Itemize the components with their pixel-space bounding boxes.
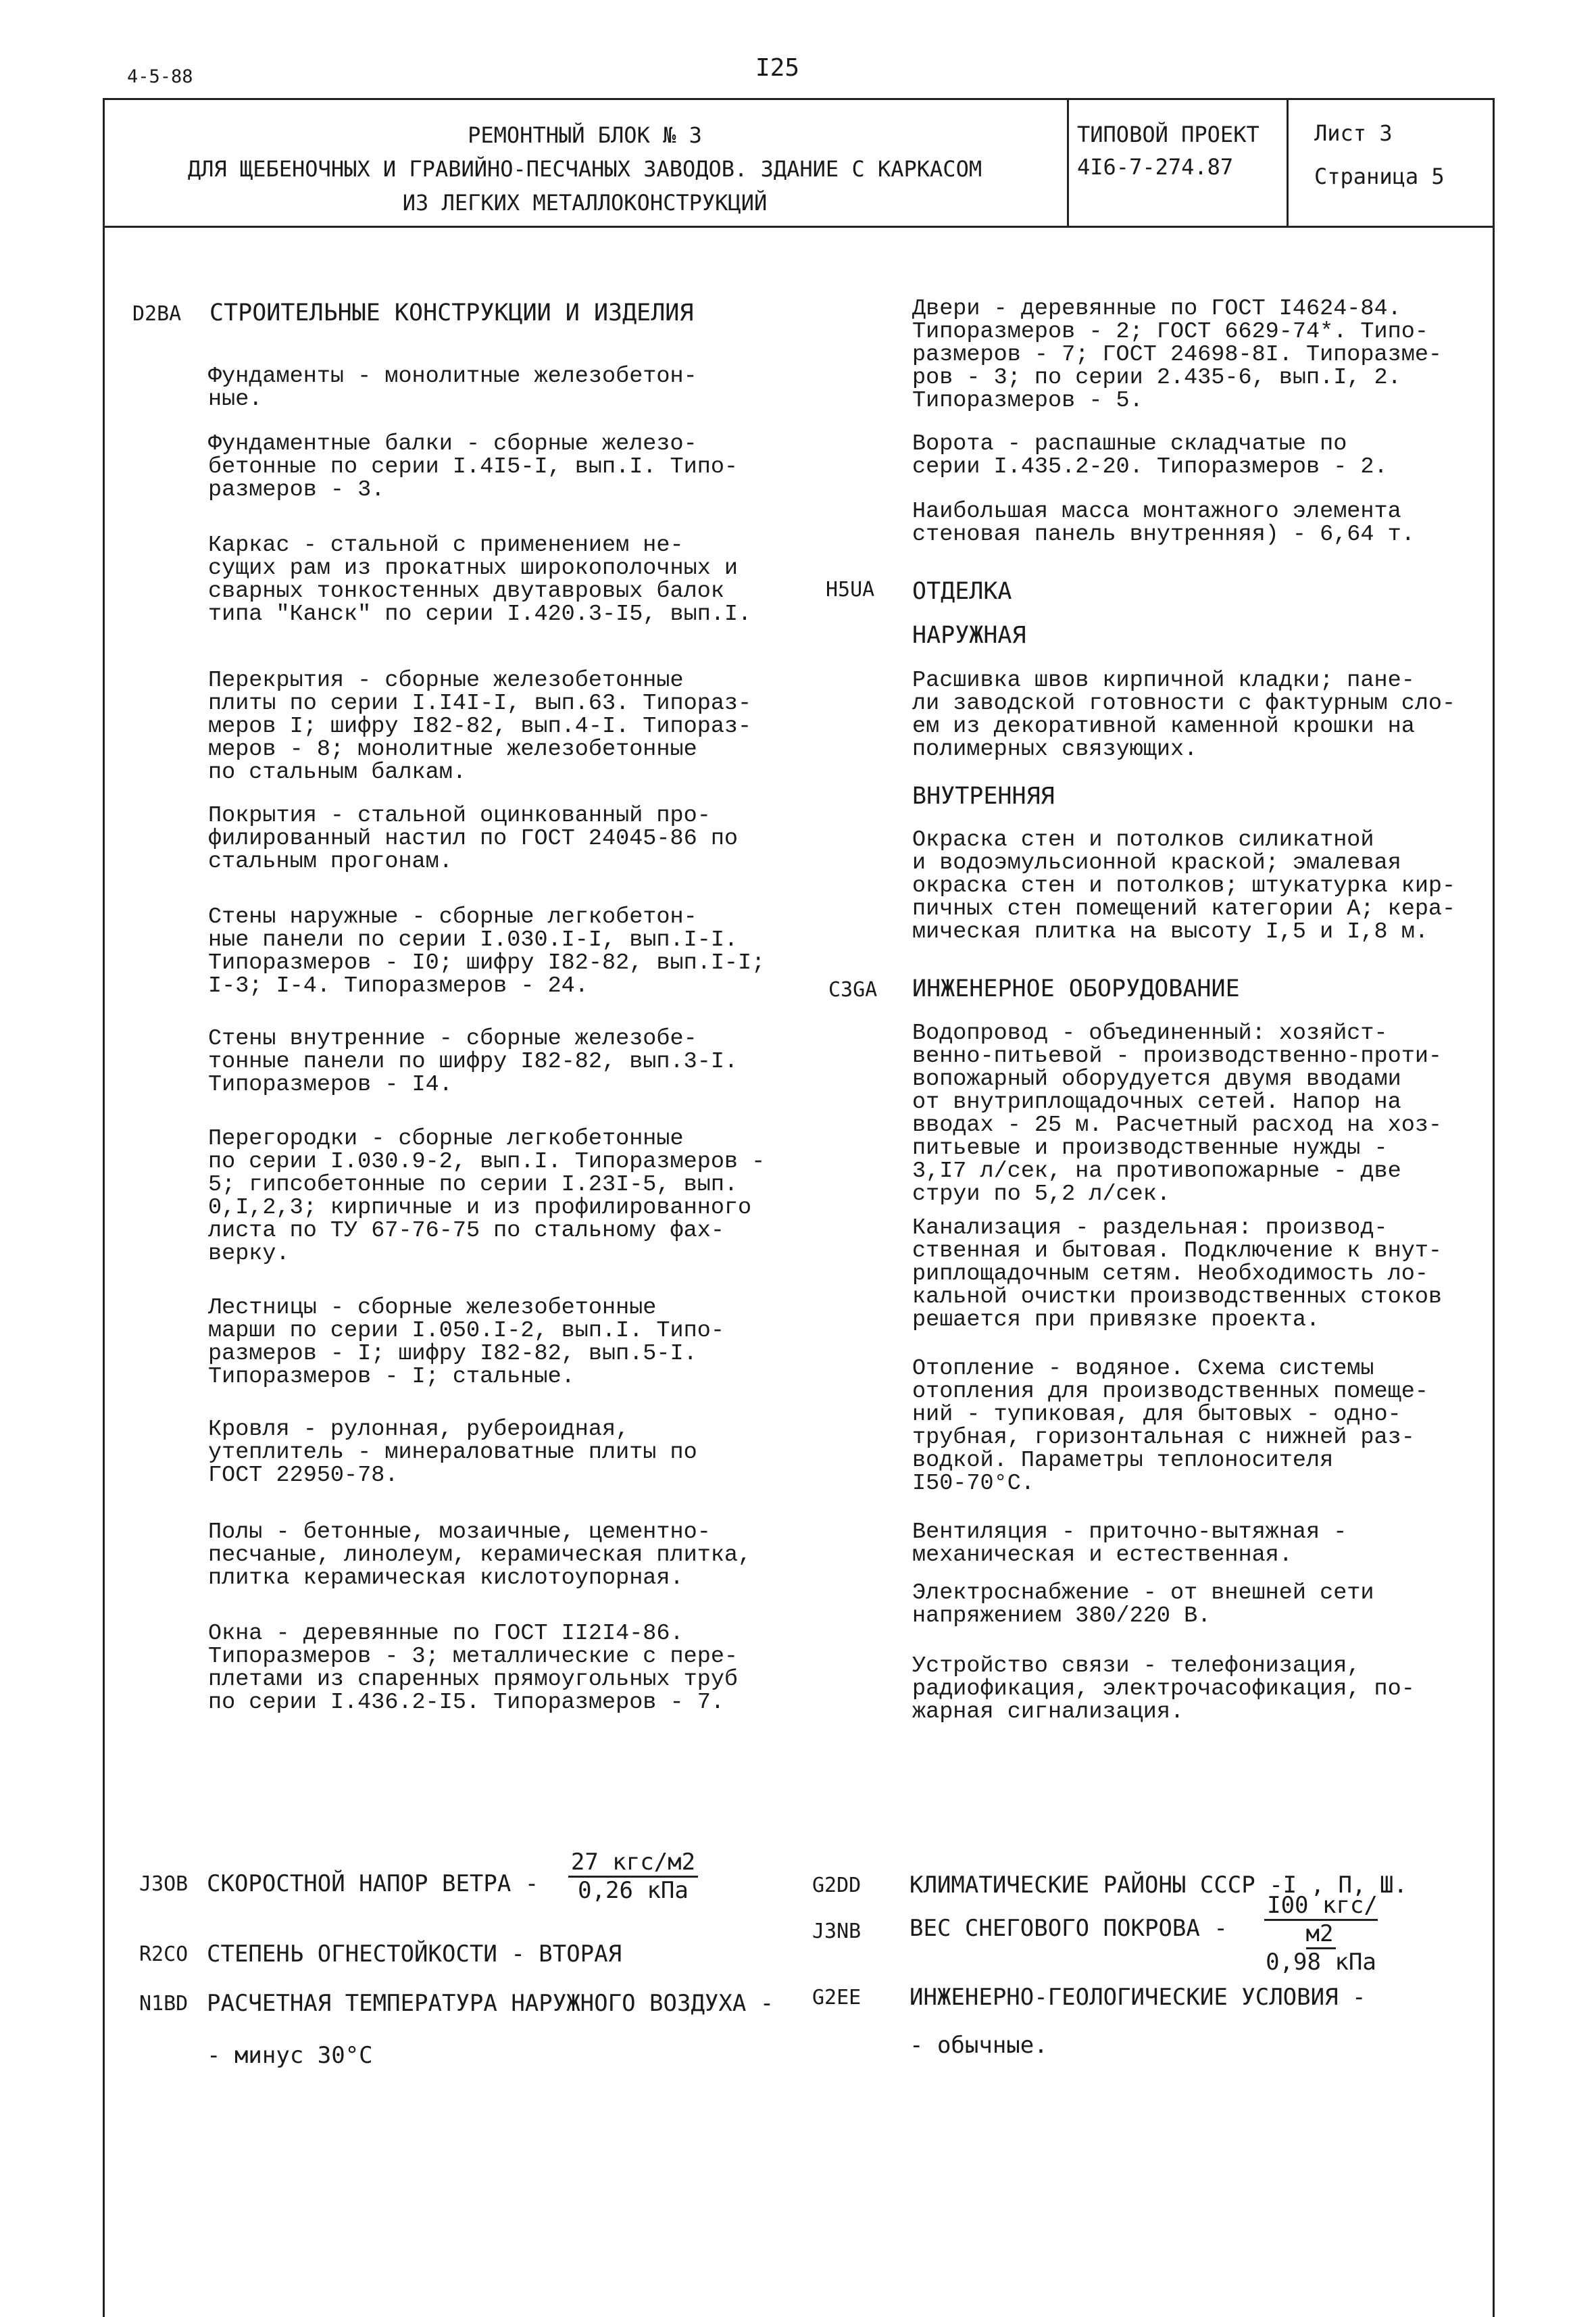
para-sewerage: Канализация - раздельная: производ- ственная и бытовая. Подключение к внут- риплощадочным сетям. Необходимость ло- кальной очистки производственных стоков решается при привязке проекта. xyxy=(912,1215,1443,1333)
outer-finish-text: Расшивка швов кирпичной кладки; пане- ли заводской готовности с фактурным сло- ем из декоративной каменной крошки на полимерных связующих. xyxy=(912,668,1456,762)
para-gates: Ворота - распашные складчатые по серии I.435.2-20. Типоразмеров - 2. xyxy=(912,431,1388,480)
wind-pressure-fraction xyxy=(562,1848,704,1905)
geology-label: ИНЖЕНЕРНО-ГЕОЛОГИЧЕСКИЕ УСЛОВИЯ - xyxy=(909,1984,1366,2011)
approval-stamp: 4-5-88 xyxy=(127,66,193,87)
para-partitions: Перегородки - сборные легкобетонные по серии I.030.9-2, вып.I. Типоразмеров - 5; гипсобетонные по серии I.23I-5, вып. 0,I,2,3; кирпичные и из профилированного листа по ТУ 67-76-75 по стальному фах- верку. xyxy=(208,1126,766,1267)
section-code: D2BA xyxy=(132,302,182,326)
design-temperature-label: РАСЧЕТНАЯ ТЕМПЕРАТУРА НАРУЖНОГО ВОЗДУХА - xyxy=(207,1990,774,2017)
inner-finish-text: Окраска стен и потолков силикатной и водоэмульсионной краской; эмалевая окраска стен и потолков; штукатурка кир- пичных стен помещений категории А; кера- мическая плитка на высоту I,5 и I,8 м. xyxy=(912,827,1456,945)
snow-load-fraction xyxy=(1250,1891,1392,1976)
page-label: Страница 5 xyxy=(1314,164,1445,189)
section-title: СТРОИТЕЛЬНЫЕ КОНСТРУКЦИИ И ИЗДЕЛИЯ xyxy=(209,299,694,326)
para-ventilation: Вентиляция - приточно-вытяжная - механическая и естественная. xyxy=(912,1519,1347,1568)
outer-finish-title: НАРУЖНАЯ xyxy=(912,622,1026,649)
project-label: ТИПОВОЙ ПРОЕКТ xyxy=(1077,122,1260,147)
para-heating: Отопление - водяное. Схема системы отопления для производственных помеще- ний - тупиковая, для бытовых - одно- трубная, горизонтальная с нижней раз- водкой. Параметры теплоносителя I50-70°С. xyxy=(912,1356,1428,1496)
geology-value: - обычные. xyxy=(909,2032,1048,2059)
para-water-supply: Водопровод - объединенный: хозяйст- венно-питьевой - производственно-проти- вопожарный оборудуется двумя вводами от внутриплощадочных сетей. Напор на вводах - 25 м. Расчетный расход на хоз- питьевые и производственные нужды - 3,I7 л/сек, на противопожарные - две струи по 5,2 л/сек. xyxy=(912,1021,1443,1207)
inner-finish-title: ВНУТРЕННЯЯ xyxy=(912,783,1055,810)
para-roofing-deck: Покрытия - стальной оцинкованный про- филированный настил по ГОСТ 24045-86 по стальным прогонам. xyxy=(208,803,739,875)
title-block-sheet xyxy=(1289,98,1493,228)
para-roof: Кровля - рулонная, рубероидная, утеплитель - минераловатные плиты по ГОСТ 22950-78. xyxy=(208,1417,697,1488)
engineering-title: ИНЖЕНЕРНОЕ ОБОРУДОВАНИЕ xyxy=(912,975,1240,1002)
snow-load-label: ВЕС СНЕГОВОГО ПОКРОВА - xyxy=(909,1915,1228,1942)
sheet-number: Лист 3 xyxy=(1314,120,1393,146)
temperature-code: N1BD xyxy=(139,1992,189,2016)
finish-code: H5UA xyxy=(826,578,875,602)
para-foundations: Фундаменты - монолитные железобетон- ные. xyxy=(208,364,697,412)
fire-code: R2CO xyxy=(139,1943,189,1966)
wind-pressure-kpa: 0,26 кПа xyxy=(578,1877,689,1904)
wind-code: J3OB xyxy=(139,1872,189,1896)
wind-label: СКОРОСТНОЙ НАПОР ВЕТРА - xyxy=(207,1870,539,1897)
para-max-mass: Наибольшая масса монтажного элемента стеновая панель внутренняя) - 6,64 т. xyxy=(912,499,1415,547)
para-power: Электроснабжение - от внешней сети напряжением 380/220 В. xyxy=(912,1580,1374,1629)
title-line-1: РЕМОНТНЫЙ БЛОК № 3 xyxy=(468,122,702,148)
snow-code: J3NB xyxy=(812,1920,862,1943)
geology-code: G2EE xyxy=(812,1986,862,2009)
para-floors-finish: Полы - бетонные, мозаичные, цементно- песчаные, линолеум, керамическая плитка, плитка керамическая кислотоупорная. xyxy=(208,1519,752,1591)
climate-code: G2DD xyxy=(812,1874,862,1897)
para-stairs: Лестницы - сборные железобетонные марши по серии I.050.I-2, вып.I. Типо- размеров - I; шифру I82-82, вып.5-I. Типоразмеров - I; стальные. xyxy=(208,1295,724,1390)
page-number: I25 xyxy=(755,54,800,82)
wind-pressure-kgf: 27 кгс/м2 xyxy=(568,1849,698,1878)
para-outer-walls: Стены наружные - сборные легкобетон- ные панели по серии I.030.I-I, вып.I-I. Типоразмеров - I0; шифру I82-82, вып.I-I; I-3; I-4. Типоразмеров - 24. xyxy=(208,904,766,999)
para-frame: Каркас - стальной с применением не- сущих рам из прокатных широкополочных и сварных тонкостенных двутавровых балок типа "Канск" по серии I.420.3-I5, вып.I. xyxy=(208,533,752,627)
fire-resistance: СТЕПЕНЬ ОГНЕСТОЙКОСТИ - ВТОРАЯ xyxy=(207,1941,622,1968)
title-block-title xyxy=(103,98,1069,228)
snow-load-kgf: I00 кгс/м2 xyxy=(1264,1892,1378,1949)
para-floors: Перекрытия - сборные железобетонные плиты по серии I.I4I-I, вып.63. Типораз- меров I; шифру I82-82, вып.4-I. Типораз- меров - 8; монолитные железобетонные по стальным балкам. xyxy=(208,668,752,785)
para-foundation-beams: Фундаментные балки - сборные железо- бетонные по серии I.4I5-I, вып.I. Типо- размеров - 3. xyxy=(208,431,739,503)
snow-load-kpa: 0,98 кПа xyxy=(1266,1949,1376,1976)
design-temperature-value: - минус 30°С xyxy=(207,2042,373,2069)
para-windows: Окна - деревянные по ГОСТ II2I4-86. Типоразмеров - 3; металлические с пере- плетами из спаренных прямоугольных труб по серии I.436.2-I5. Типоразмеров - 7. xyxy=(208,1621,739,1715)
engineering-code: C3GA xyxy=(828,978,878,1002)
para-communications: Устройство связи - телефонизация, радиофикация, электрочасофикация, по- жарная сигнализация. xyxy=(912,1653,1415,1725)
project-number: 4I6-7-274.87 xyxy=(1077,154,1234,180)
title-block-project xyxy=(1069,98,1289,228)
title-line-2: ДЛЯ ЩЕБЕНОЧНЫХ И ГРАВИЙНО-ПЕСЧАНЫХ ЗАВОДОВ. ЗДАНИЕ С КАРКАСОМ xyxy=(187,156,982,182)
para-doors: Двери - деревянные по ГОСТ I4624-84. Типоразмеров - 2; ГОСТ 6629-74*. Типо- размеров - 7; ГОСТ 24698-8I. Типоразме- ров - 3; по серии 2.435-6, вып.I, 2. Типоразмеров - 5. xyxy=(912,296,1443,414)
title-line-3: ИЗ ЛЕГКИХ МЕТАЛЛОКОНСТРУКЦИЙ xyxy=(402,190,768,216)
finish-title: ОТДЕЛКА xyxy=(912,578,1012,605)
climate-regions: КЛИМАТИЧЕСКИЕ РАЙОНЫ СССР -I , П, Ш. xyxy=(909,1872,1407,1899)
para-inner-walls: Стены внутренние - сборные железобе- тонные панели по шифру I82-82, вып.3-I. Типоразмеров - I4. xyxy=(208,1026,739,1098)
